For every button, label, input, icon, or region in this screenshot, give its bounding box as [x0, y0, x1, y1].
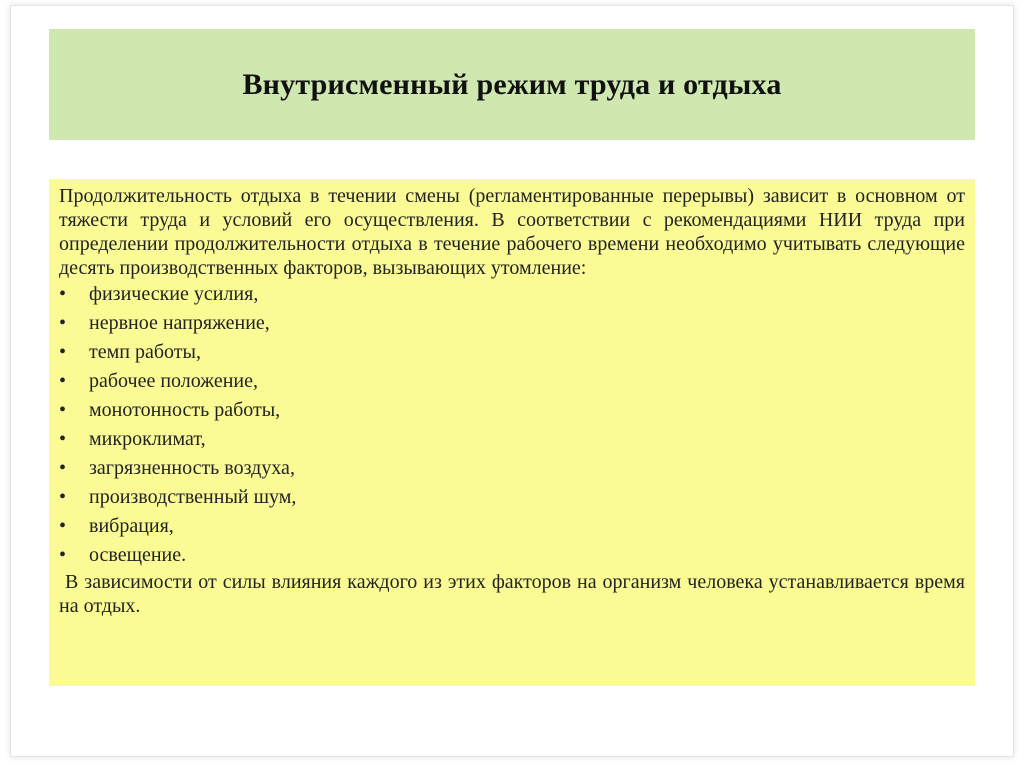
bullet-icon: • [59, 515, 67, 537]
bullet-icon: • [59, 370, 67, 392]
list-item [59, 367, 965, 396]
list-item [59, 541, 965, 570]
text-block [59, 184, 965, 618]
bullet-icon: • [59, 312, 67, 334]
bullet-icon: • [59, 399, 67, 421]
list-item [59, 512, 965, 541]
intro-paragraph: Продолжительность отдыха в течении смены (регламентированные перерывы) зависит в основном от тяжести труда и условий его осуществления. В соответствии с рекомендациями НИИ труда при определении продолжительности отдыха в течение рабочего времени необходимо учитывать следующие десять производственных факторов, вызывающих утомление: [59, 185, 965, 279]
bullet-icon: • [59, 283, 67, 305]
bullet-icon: • [59, 486, 67, 508]
factor-text: вибрация, [89, 515, 174, 537]
list-item [59, 483, 965, 512]
list-item [59, 454, 965, 483]
content-panel [49, 179, 975, 686]
factor-text: загрязненность воздуха, [89, 457, 295, 479]
title-banner [49, 29, 975, 140]
factors-list [59, 280, 965, 570]
factor-text: рабочее положение, [89, 370, 258, 392]
bullet-icon: • [59, 428, 67, 450]
factor-text: освещение. [89, 544, 187, 566]
list-item [59, 338, 965, 367]
factor-text: физические усилия, [89, 283, 259, 305]
bullet-icon: • [59, 457, 67, 479]
factor-text: производственный шум, [89, 486, 297, 508]
list-item [59, 280, 965, 309]
list-item [59, 425, 965, 454]
bullet-icon: • [59, 544, 67, 566]
factor-text: микроклимат, [89, 428, 206, 450]
list-item [59, 396, 965, 425]
bullet-icon: • [59, 341, 67, 363]
factor-text: монотонность работы, [89, 399, 281, 421]
conclusion-paragraph: В зависимости от силы влияния каждого из этих факторов на организм человека устанавливается время на отдых. [59, 571, 965, 617]
factor-text: нервное напряжение, [89, 312, 270, 334]
slide-title: Внутрисменный режим труда и отдыха [242, 67, 782, 101]
factor-text: темп работы, [89, 341, 201, 363]
list-item [59, 309, 965, 338]
